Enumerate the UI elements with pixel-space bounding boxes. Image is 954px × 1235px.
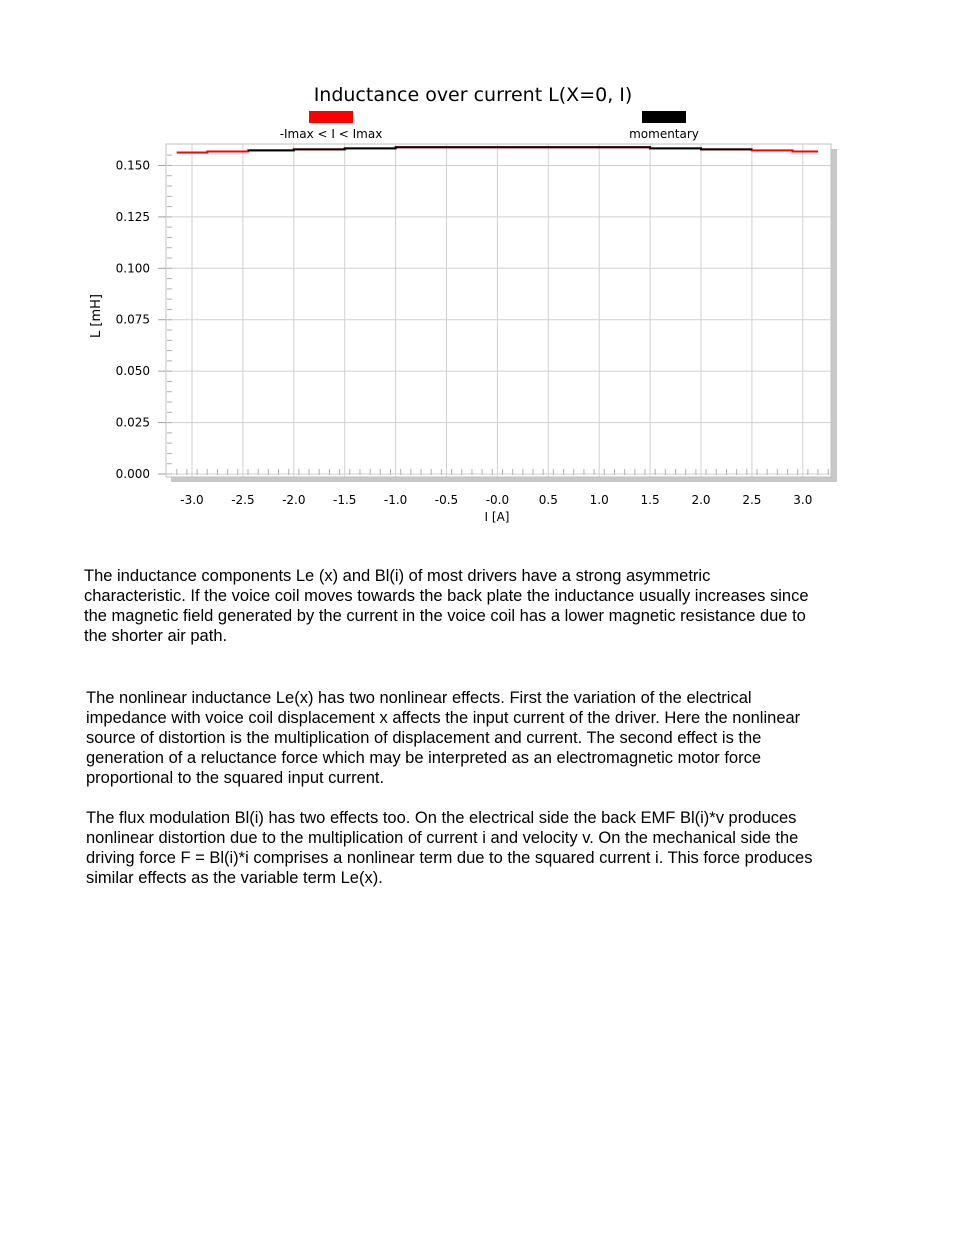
legend-label: momentary xyxy=(629,127,699,141)
x-tick-label: 2.5 xyxy=(742,493,762,507)
y-tick-label: 0.050 xyxy=(115,364,150,379)
x-tick-label: 2.0 xyxy=(691,493,711,507)
x-tick-label: 3.0 xyxy=(793,493,813,507)
y-axis-label: L [mH] xyxy=(89,294,104,338)
x-tick-label: 1.5 xyxy=(640,493,660,507)
legend-label: -Imax < I < Imax xyxy=(279,127,383,141)
x-tick-label: -0.0 xyxy=(485,493,510,507)
y-tick-label: 0.125 xyxy=(115,209,150,224)
y-tick-label: 0.150 xyxy=(115,158,150,173)
paragraph-inductance-asymmetry: The inductance components Le (x) and Bl(i) of most drivers have a strong asymmetric characteristic. If the voice coil moves towards the back plate the inductance usually increases since the magnetic field generated by the current in the voice coil has a lower magnetic resistance due to the shorter air path. xyxy=(84,567,809,645)
x-tick-label: 0.5 xyxy=(538,493,558,507)
y-tick-label: 0.025 xyxy=(115,415,150,430)
x-tick-label: -3.0 xyxy=(180,493,204,507)
y-axis-ticks xyxy=(116,158,166,481)
chart-legend xyxy=(280,111,699,141)
y-tick-label: 0.000 xyxy=(115,467,150,481)
y-tick-label: 0.100 xyxy=(115,261,150,276)
x-axis-ticks xyxy=(180,493,812,507)
x-tick-label: -2.5 xyxy=(231,493,255,507)
legend-swatch xyxy=(642,111,686,123)
legend-swatch xyxy=(309,111,353,123)
inductance-chart xyxy=(0,0,954,540)
paragraph-nonlinear-inductance: The nonlinear inductance Le(x) has two nonlinear effects. First the variation of the electrical impedance with voice coil displacement x affects the input current of the driver. Here the nonlinear source of distortion is the multiplication of displacement and current. The second effect is the generation of a reluctance force which may be interpreted as an electromagnetic motor force proportional to the squared input current. xyxy=(86,689,801,787)
x-tick-label: -1.5 xyxy=(332,493,357,507)
x-tick-label: 1.0 xyxy=(589,493,609,507)
x-tick-label: -1.0 xyxy=(383,493,408,507)
x-tick-label: -0.5 xyxy=(434,493,459,507)
chart-title: Inductance over current L(X=0, I) xyxy=(313,84,633,106)
x-axis-label: I [A] xyxy=(484,510,510,524)
x-tick-label: -2.0 xyxy=(282,493,306,507)
plot-area xyxy=(166,144,831,477)
paragraph-flux-modulation: The flux modulation Bl(i) has two effects too. On the electrical side the back EMF Bl(i)*v produces nonlinear distortion due to the multiplication of current i and velocity v. On the mechanical side the driving force F = Bl(i)*i comprises a nonlinear term due to the squared current i. This force produces similar effects as the variable term Le(x). xyxy=(86,809,813,887)
y-tick-label: 0.075 xyxy=(115,312,150,327)
